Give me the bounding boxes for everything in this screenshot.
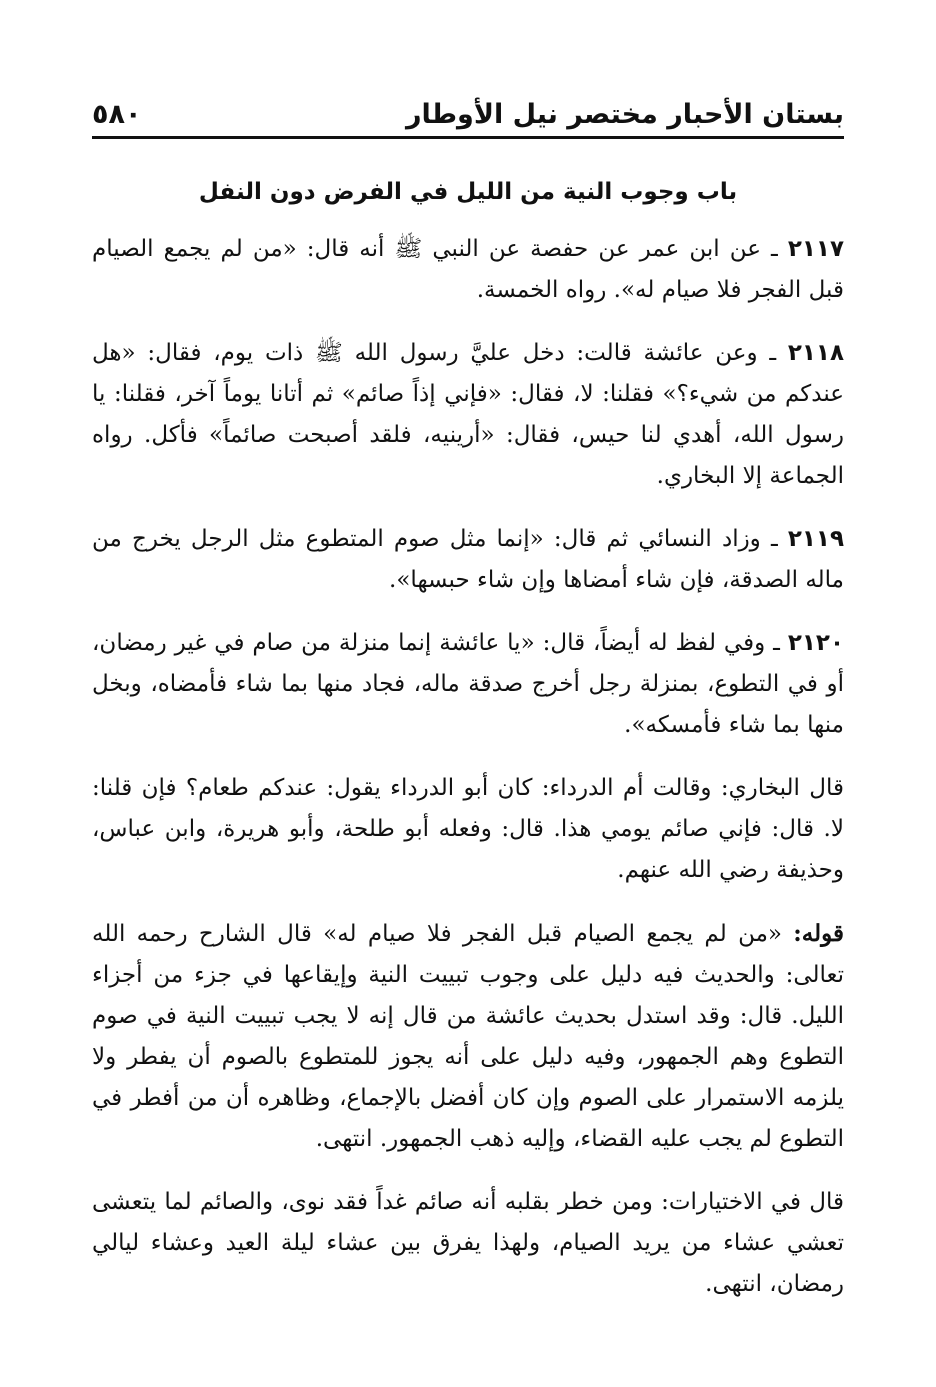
page-header	[92, 82, 844, 139]
hadith-text: ـ وفي لفظ له أيضاً، قال: «يا عائشة إنما منزلة من صام في غير رمضان، أو في التطوع، بمنزلة رجل أخرج صدقة ماله، فجاد منها بما شاء فأمضاه، وبخل منها بما شاء فأمسكه».	[92, 630, 844, 738]
hadith-text: ـ وعن عائشة قالت: دخل عليَّ رسول الله ﷺ ذات يوم، فقال: «هل عندكم من شيء؟» فقلنا: لا، فقال: «فإني إذاً صائم» ثم أتانا يوماً آخر، فقلنا: يا رسول الله، أهدي لنا حيس، فقال: «أرينيه، فلقد أصبحت صائماً» فأكل. رواه الجماعة إلا البخاري.	[92, 340, 844, 489]
hadith-2117	[92, 229, 844, 311]
hadith-number: ٢١٢٠	[787, 630, 844, 656]
document-page	[92, 82, 844, 1327]
bukhari-note: قال البخاري: وقالت أم الدرداء: كان أبو الدرداء يقول: عندكم طعام؟ فإن قلنا: لا. قال: فإني صائم يومي هذا. قال: وفعله أبو طلحة، وأبو هريرة، وابن عباس، وحذيفة رضي الله عنهم.	[92, 775, 844, 883]
hadith-text: ـ عن ابن عمر عن حفصة عن النبي ﷺ أنه قال: «من لم يجمع الصيام قبل الفجر فلا صيام له». رواه الخمسة.	[92, 236, 844, 303]
ikhtiyarat-note: قال في الاختيارات: ومن خطر بقلبه أنه صائم غداً فقد نوى، والصائم لما يتعشى تعشي عشاء من يريد الصيام، ولهذا يفرق بين عشاء ليلة العيد وعشاء ليالي رمضان، انتهى.	[92, 1189, 844, 1297]
hadith-2120	[92, 623, 844, 746]
hadith-number: ٢١١٨	[787, 340, 844, 366]
commentary-lead: قوله:	[793, 920, 844, 947]
commentary-text: «من لم يجمع الصيام قبل الفجر فلا صيام له» قال الشارح رحمه الله تعالى: والحديث فيه دليل على وجوب تبييت النية وإيقاعها في جزء من أجزاء الليل. قال: وقد استدل بحديث عائشة من قال إنه لا يجب تبييت النية في صوم التطوع وهم الجمهور، وفيه دليل على أنه يجوز للمتطوع بالصوم أن يفطر ولا يلزمه الاستمرار على الصوم وإن كان أفضل بالإجماع، وظاهره أن من أفطر في التطوع لم يجب عليه القضاء، وإليه ذهب الجمهور. انتهى.	[92, 921, 844, 1152]
commentary	[92, 913, 844, 1160]
hadith-2119	[92, 519, 844, 601]
hadith-number: ٢١١٩	[787, 526, 844, 552]
hadith-number: ٢١١٧	[787, 236, 844, 262]
hadith-text: ـ وزاد النسائي ثم قال: «إنما مثل صوم المتطوع مثل الرجل يخرج من ماله الصدقة، فإن شاء أمضاها وإن شاء حبسها».	[92, 526, 844, 593]
book-title: بستان الأحبار مختصر نيل الأوطار	[405, 99, 844, 130]
page-number: ٥٨٠	[92, 99, 142, 130]
hadith-2118	[92, 333, 844, 497]
chapter-title: باب وجوب النية من الليل في الفرض دون النفل	[198, 179, 738, 205]
